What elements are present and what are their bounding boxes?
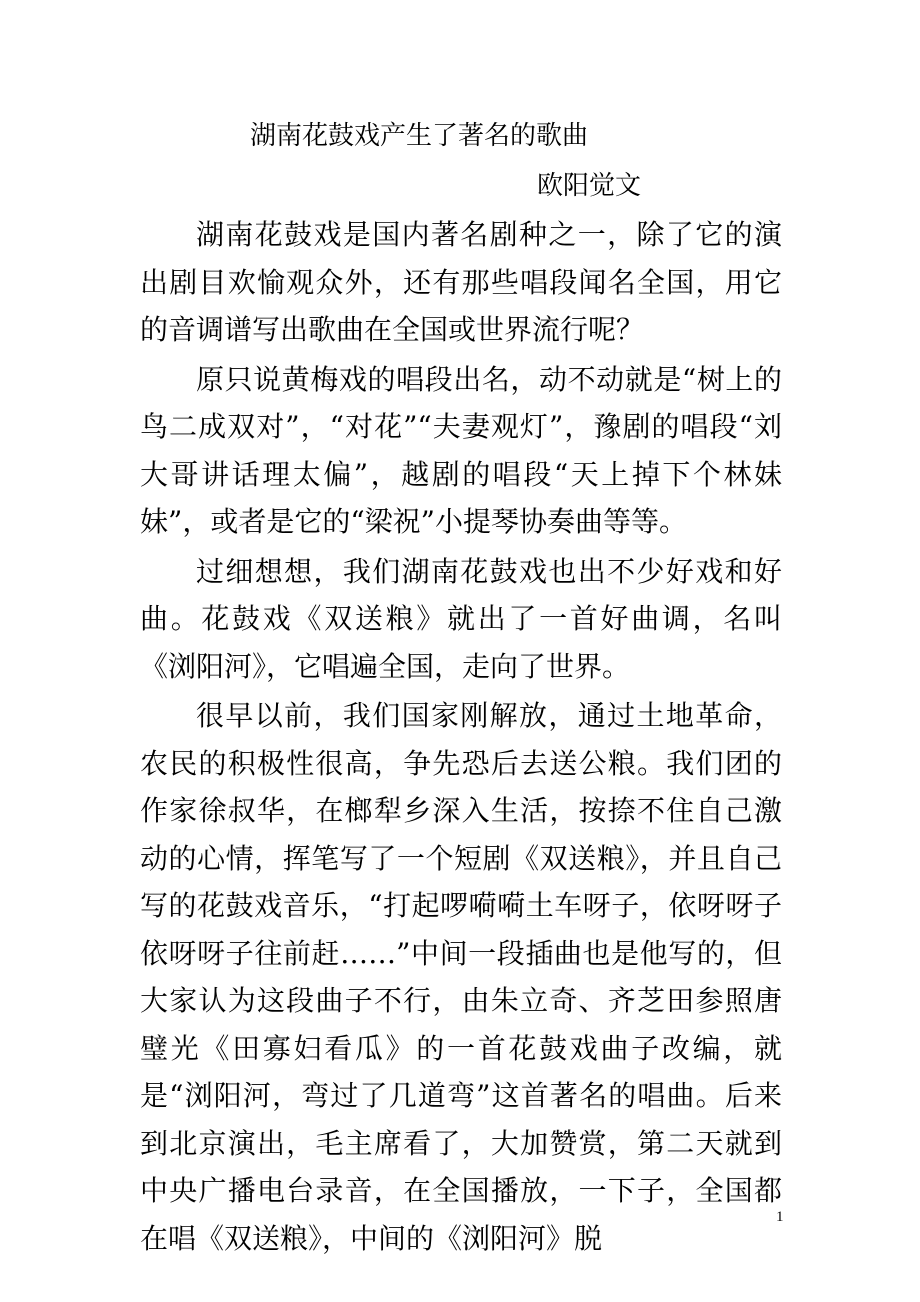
author-byline: 欧阳觉文 [537,171,642,201]
paragraph: 很早以前，我们国家刚解放，通过土地革命，农民的积极性很高，争先恐后去送公粮。我们团的作家徐叔华，在榔犁乡深入生活，按捺不住自己激动的心情，挥笔写了一个短剧《双送粮》，并且自己写的花鼓戏音乐，“打起啰嗬嗬土车呀子，依呀呀子依呀呀子往前赶……”中间一段插曲也是他写的，但大家认为这段曲子不行，由朱立奇、齐芝田参照唐璧光《田寡妇看瓜》的一首花鼓戏曲子改编，就是“浏阳河，弯过了几道弯”这首著名的唱曲。后来到北京演出，毛主席看了，大加赞赏，第二天就到中央广播电台录音，在全国播放，一下子，全国都在唱《双送粮》，中间的《浏阳河》脱 [140,699,782,1255]
document-title: 湖南花鼓戏产生了著名的歌曲 [250,121,589,151]
paragraph: 湖南花鼓戏是国内著名剧种之一，除了它的演出剧目欢愉观众外，还有那些唱段闻名全国，用它的音调谱写出歌曲在全国或世界流行呢？ [140,218,782,346]
page-number: 1 [776,1209,784,1225]
paragraph: 原只说黄梅戏的唱段出名，动不动就是“树上的鸟二成双对”，“对花”“夫妻观灯”，豫剧的唱段“刘大哥讲话理太偏”，越剧的唱段“天上掉下个林妹妹”，或者是它的“梁祝”小提琴协奏曲等等。 [140,362,782,538]
body-text [140,211,782,1264]
paragraph: 过细想想，我们湖南花鼓戏也出不少好戏和好曲。花鼓戏《双送粮》就出了一首好曲调，名叫《浏阳河》，它唱遍全国，走向了世界。 [140,554,782,683]
